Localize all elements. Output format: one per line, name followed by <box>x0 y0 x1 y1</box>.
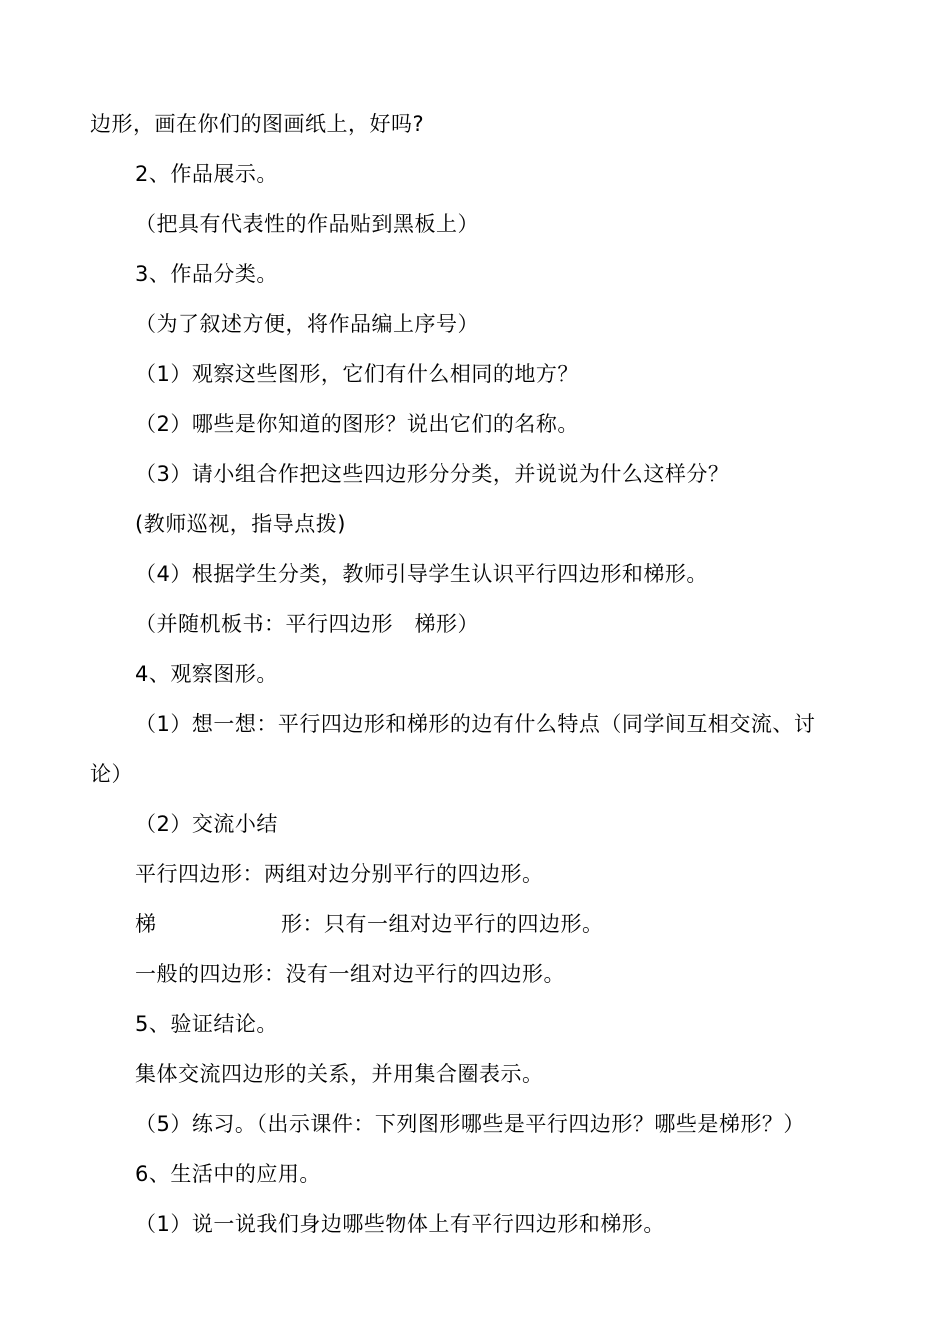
text-line-13: （1）想一想：平行四边形和梯形的边有什么特点（同学间互相交流、讨 <box>135 712 816 736</box>
section-heading-4: 4、观察图形。 <box>135 662 278 686</box>
text-line-11: （并随机板书：平行四边形 梯形） <box>135 612 479 636</box>
text-line-22: （5）练习。（出示课件：下列图形哪些是平行四边形？哪些是梯形？） <box>135 1112 805 1136</box>
text-line-10: （4）根据学生分类，教师引导学生认识平行四边形和梯形。 <box>135 562 708 586</box>
definition-term-trapezoid: 梯 <box>135 912 157 936</box>
text-line-6: （1）观察这些图形，它们有什么相同的地方？ <box>135 362 579 386</box>
text-line-21: 集体交流四边形的关系，并用集合圈表示。 <box>135 1062 544 1086</box>
text-line-24: （1）说一说我们身边哪些物体上有平行四边形和梯形。 <box>135 1212 665 1236</box>
definition-parallelogram: 平行四边形：两组对边分别平行的四边形。 <box>135 862 544 886</box>
section-heading-2: 2、作品展示。 <box>135 162 278 186</box>
text-line-1: 边形，画在你们的图画纸上，好吗? <box>90 112 425 136</box>
section-heading-5: 5、验证结论。 <box>135 1012 278 1036</box>
section-heading-6: 6、生活中的应用。 <box>135 1162 321 1186</box>
text-line-7: （2）哪些是你知道的图形？说出它们的名称。 <box>135 412 579 436</box>
definition-trapezoid <box>135 910 915 938</box>
section-heading-3: 3、作品分类。 <box>135 262 278 286</box>
text-line-9: (教师巡视，指导点拨) <box>135 512 346 536</box>
text-line-5: （为了叙述方便，将作品编上序号） <box>135 312 479 336</box>
definition-text-trapezoid: 形：只有一组对边平行的四边形。 <box>281 912 604 936</box>
definition-quadrilateral: 一般的四边形：没有一组对边平行的四边形。 <box>135 962 565 986</box>
text-line-14: 论） <box>90 762 133 786</box>
text-line-8: （3）请小组合作把这些四边形分分类，并说说为什么这样分？ <box>135 462 730 486</box>
text-line-15: （2）交流小结 <box>135 812 278 836</box>
text-line-3: （把具有代表性的作品贴到黑板上） <box>135 212 479 236</box>
